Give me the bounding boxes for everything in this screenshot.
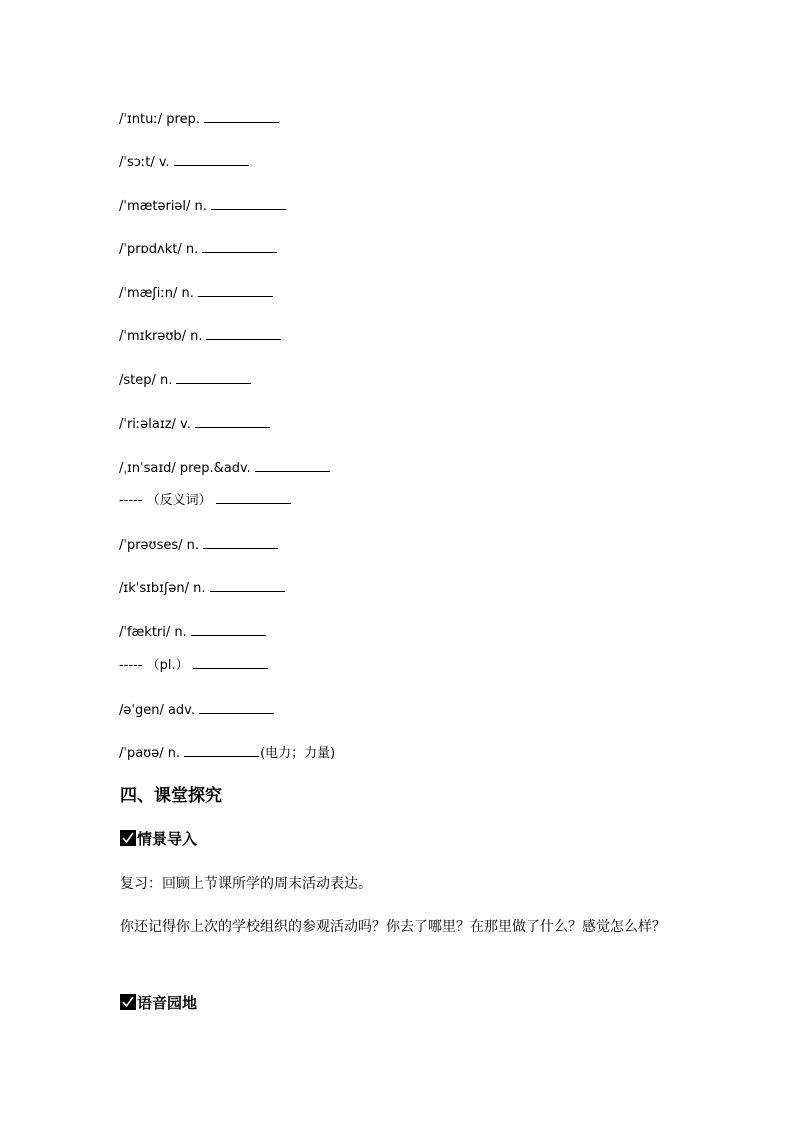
vocab-item: [119, 326, 282, 346]
vocab-text: /ˈɪntuː/ prep.: [119, 112, 200, 127]
intro-heading-label: 情景导入: [137, 830, 198, 848]
answer-blank[interactable]: [198, 283, 273, 297]
vocab-text: /ˈprɒdʌkt/ n.: [119, 242, 199, 257]
answer-blank[interactable]: [174, 152, 249, 166]
answer-blank[interactable]: [255, 458, 330, 472]
vocab-text: /ˈmætəriəl/ n.: [119, 199, 207, 214]
vocab-note: (电力；力量): [260, 746, 336, 761]
vocab-item: [119, 743, 335, 763]
vocab-item: [119, 700, 275, 720]
answer-blank[interactable]: [203, 535, 278, 549]
section-title: 四、课堂探究: [120, 786, 222, 806]
answer-blank[interactable]: [195, 414, 270, 428]
vocab-item: [119, 655, 269, 675]
answer-blank[interactable]: [211, 196, 286, 210]
intro-heading: [120, 829, 197, 849]
vocab-text: /ˈriːəlaɪz/ v.: [119, 417, 191, 432]
checkbox-checked-icon: [120, 994, 136, 1010]
vocab-text: /ˈpaʊə/ n.: [119, 746, 181, 761]
vocab-text: /step/ n.: [119, 373, 173, 388]
vocab-text: /əˈgen/ adv.: [119, 703, 195, 718]
vocab-item: [119, 622, 267, 642]
answer-blank[interactable]: [216, 490, 291, 504]
vocab-text: /ˌɪnˈsaɪd/ prep.&adv.: [119, 461, 251, 476]
vocab-item: [119, 152, 250, 172]
vocab-item: [119, 490, 292, 510]
answer-blank[interactable]: [204, 109, 279, 123]
vocab-item: [119, 578, 286, 598]
review-paragraph: 复习：回顾上节课所学的周末活动表达。: [120, 876, 372, 892]
vocab-item: [119, 283, 274, 303]
vocab-text: /ˈprəʊses/ n.: [119, 538, 200, 553]
answer-blank[interactable]: [184, 743, 259, 757]
vocab-text: /ˈmæʃiːn/ n.: [119, 286, 194, 301]
question-paragraph: 你还记得你上次的学校组织的参观活动吗？你去了哪里？在那里做了什么？感觉怎么样？: [120, 919, 666, 935]
vocab-text: ----- （反义词）: [119, 493, 212, 508]
answer-blank[interactable]: [199, 700, 274, 714]
answer-blank[interactable]: [191, 622, 266, 636]
vocab-item: [119, 370, 252, 390]
answer-blank[interactable]: [210, 578, 285, 592]
vocab-item: [119, 535, 279, 555]
phonetics-heading: [120, 993, 197, 1013]
vocab-text: /ɪkˈsɪbɪʃən/ n.: [119, 581, 206, 596]
answer-blank[interactable]: [193, 655, 268, 669]
vocab-item: [119, 414, 271, 434]
answer-blank[interactable]: [202, 239, 277, 253]
vocab-item: [119, 109, 280, 129]
vocab-item: [119, 458, 331, 478]
checkbox-checked-icon: [120, 830, 136, 846]
vocab-item: [119, 239, 278, 259]
answer-blank[interactable]: [206, 326, 281, 340]
answer-blank[interactable]: [176, 370, 251, 384]
vocab-text: /ˈsɔːt/ v.: [119, 155, 170, 170]
phonetics-heading-label: 语音园地: [137, 994, 198, 1012]
vocab-item: [119, 196, 287, 216]
vocab-text: /ˈmɪkrəʊb/ n.: [119, 329, 203, 344]
vocab-text: /ˈfæktri/ n.: [119, 625, 187, 640]
vocab-text: ----- （pl.）: [119, 658, 189, 673]
